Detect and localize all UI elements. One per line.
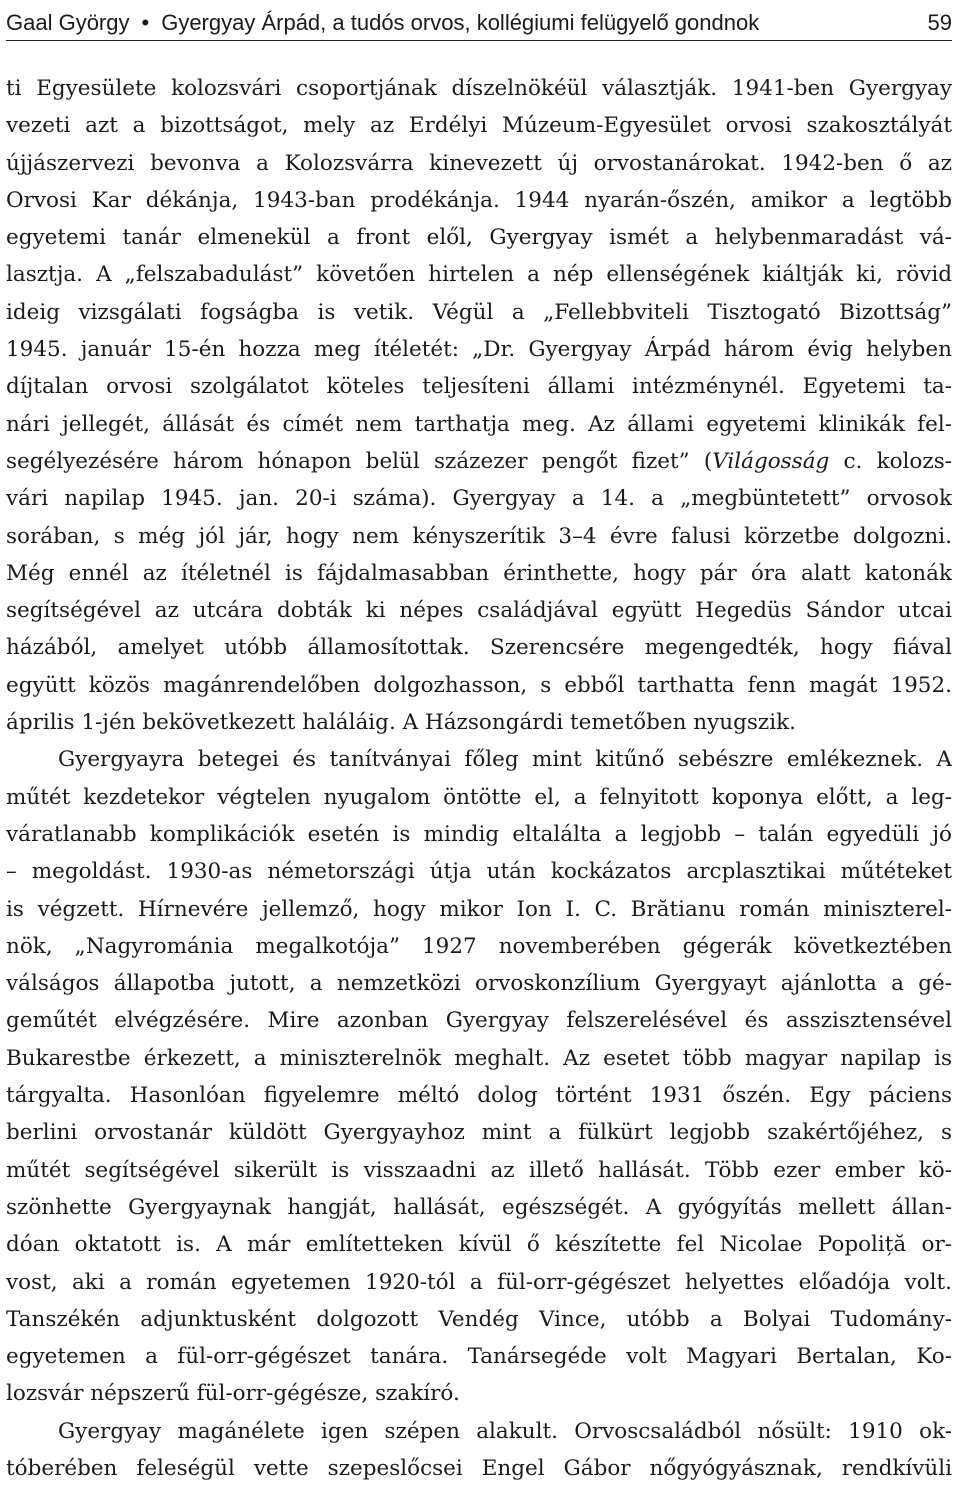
text-line: díjtalan orvosi szolgálatot köteles teljesíteni állami intézménynél. Egyetemi ta- — [6, 374, 952, 400]
text-line: 1945. január 15-én hozza meg ítéletét: „Dr. Gyergyay Árpád három évig helyben — [6, 337, 952, 363]
running-header — [6, 6, 952, 41]
text-line: Még ennél az ítéletnél is fájdalmasabban érinthette, hogy pár óra alatt katonák — [6, 560, 952, 586]
text-line: Gyergyay magánélete igen szépen alakult. Orvoscsaládból nősült: 1910 ok- — [58, 1418, 952, 1444]
header-left — [6, 10, 759, 36]
text-line: vost, aki a román egyetemen 1920-tól a fül-orr-gégészet helyettes előadója volt. — [6, 1269, 952, 1295]
text-line: műtét segítségével sikerült is visszaadni az illető hallását. Több ezer ember kö- — [6, 1157, 952, 1183]
header-separator: • — [141, 10, 150, 35]
text-line: dóan oktatott is. A már említetteken kívül ő készítette fel Nicolae Popoliță or- — [6, 1232, 952, 1258]
text-line: nök, „Nagyrománia megalkotója” 1927 novemberében gégerák következtében — [6, 933, 952, 959]
text-line: vári napilap 1945. jan. 20-i száma). Gyergyay a 14. a „megbüntetett” orvosok — [6, 486, 952, 512]
text-line: ti Egyesülete kolozsvári csoportjának díszelnökéül választják. 1941-ben Gyergyay — [6, 76, 952, 101]
header-author: Gaal György — [6, 10, 130, 35]
text-line: is végzett. Hírnevére jellemző, hogy mikor Ion I. C. Brătianu román miniszterel- — [6, 896, 952, 922]
text-line: egyetemen a fül-orr-gégészet tanára. Tanársegéde volt Magyari Bertalan, Ko- — [6, 1344, 952, 1370]
text-line: műtét kezdetekor végtelen nyugalom öntötte el, a felnyitott koponya előtt, a leg- — [6, 784, 952, 810]
text-line: tóberében feleségül vette szepeslőcsei Engel Gábor nőgyógyásznak, rendkívüli — [6, 1455, 952, 1481]
text-line: házából, amelyet utóbb államosítottak. Szerencsére megengedték, hogy fiával — [6, 635, 952, 661]
text-line: egyetemi tanár elmenekül a front elől, Gyergyay ismét a helybenmaradást vá- — [6, 225, 952, 251]
text-line: együtt közös magánrendelőben dolgozhasson, s ebből tarthatta fenn magát 1952. — [6, 672, 952, 698]
text-line: április 1-jén bekövetkezett haláláig. A Házsongárdi temetőben nyugszik. — [6, 710, 796, 736]
text-line: ideig vizsgálati fogságba is vetik. Végül a „Fellebbviteli Tisztogató Bizottság” — [6, 299, 952, 325]
text-line: vezeti azt a bizottságot, mely az Erdélyi Múzeum-Egyesület orvosi szakosztályát — [6, 113, 952, 139]
body-text — [6, 70, 952, 1487]
text-line: szönhette Gyergyaynak hangját, hallását, egészségét. A gyógyítás mellett állan- — [6, 1194, 952, 1220]
text-line: lasztja. A „felszabadulást” követően hirtelen a nép ellenségének kiáltják ki, rövid — [6, 262, 952, 288]
text-line: újjászervezi bevonva a Kolozsvárra kinevezett új orvostanárokat. 1942-ben ő az — [6, 150, 952, 176]
text-line: segítségével az utcára dobták ki népes családjával együtt Hegedüs Sándor utcai — [6, 598, 952, 624]
text-line: nári jellegét, állását és címét nem tarthatja meg. Az állami egyetemi klinikák fel- — [6, 411, 952, 437]
text-line: váratlanabb komplikációk esetén is mindig eltalálta a legjobb – talán egyedüli jó — [6, 821, 952, 847]
text-line: válságos állapotba jutott, a nemzetközi orvoskonzílium Gyergyayt ajánlotta a gé- — [6, 971, 952, 997]
text-line: Orvosi Kar dékánja, 1943-ban prodékánja. 1944 nyarán-őszén, amikor a legtöbb — [6, 187, 952, 213]
text-line: tárgyalta. Hasonlóan figyelemre méltó dolog történt 1931 őszén. Egy páciens — [6, 1083, 952, 1109]
text-line: lozsvár népszerű fül-orr-gégésze, szakíró. — [6, 1381, 460, 1407]
text-line: Tanszékén adjunktusként dolgozott Vendég Vince, utóbb a Bolyai Tudomány- — [6, 1306, 952, 1332]
text-line: sorában, s még jól jár, hogy nem kényszerítik 3–4 évre falusi körzetbe dolgozni. — [6, 523, 952, 549]
text-line: berlini orvostanár küldött Gyergyayhoz mint a fülkürt legjobb szakértőjéhez, s — [6, 1120, 952, 1146]
text-line: segélyezésére három hónapon belül százezer pengőt fizet” (Világosság c. kolozs- — [6, 448, 952, 474]
text-line: – megoldást. 1930-as németországi útja után kockázatos arcplasztikai műtéteket — [6, 859, 952, 885]
text-line: geműtét elvégzésére. Mire azonban Gyergyay felszerelésével és asszisztensével — [6, 1008, 952, 1034]
periodical-title: Világosság — [712, 448, 830, 474]
text-line: Gyergyayra betegei és tanítványai főleg mint kitűnő sebészre emlékeznek. A — [58, 747, 952, 773]
text-line: Bukarestbe érkezett, a miniszterelnök meghalt. Az esetet több magyar napilap is — [6, 1045, 952, 1071]
header-title: Gyergyay Árpád, a tudós orvos, kollégiumi felügyelő gondnok — [161, 10, 760, 35]
page-number: 59 — [927, 10, 952, 35]
